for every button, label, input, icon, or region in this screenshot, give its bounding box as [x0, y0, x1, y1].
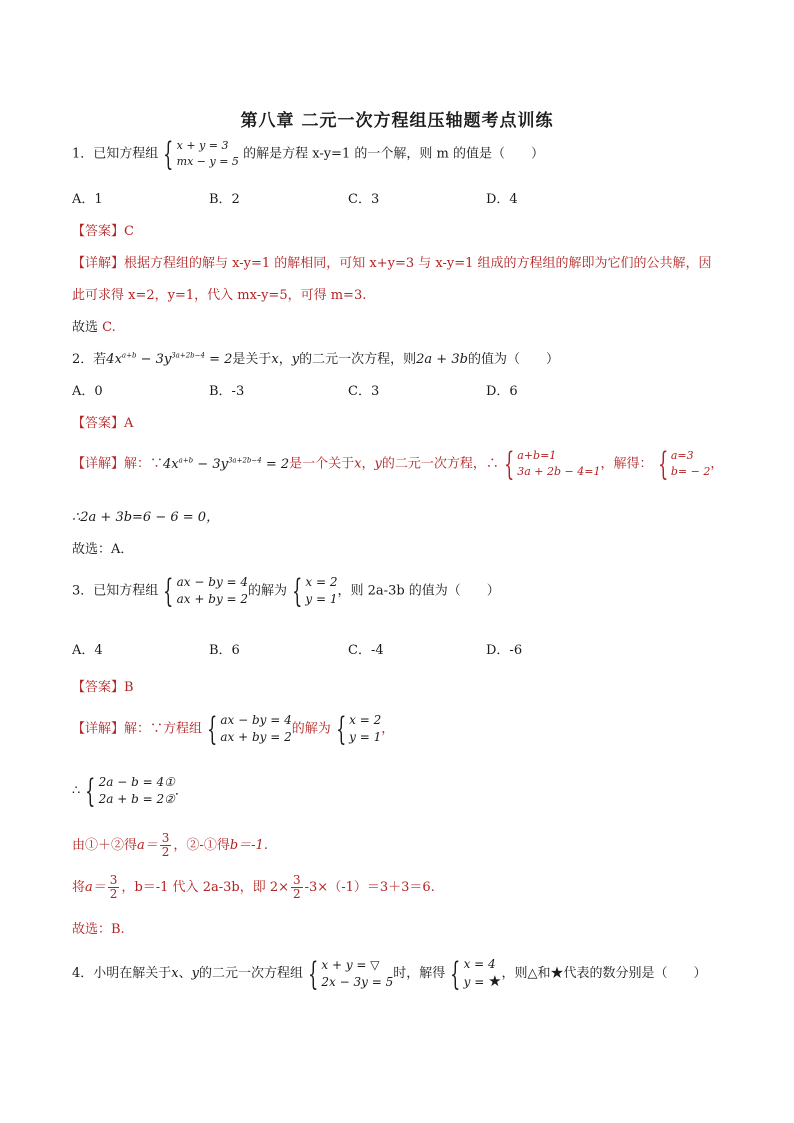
detail-text: 解：∵: [124, 456, 164, 472]
equation: ax − by = 4: [220, 713, 292, 727]
question-text: 是关于: [232, 352, 272, 367]
option-a[interactable]: A．0: [72, 384, 103, 399]
option-a[interactable]: A．4: [72, 643, 103, 658]
detail-text: -3×（-1）＝3＋3＝6.: [304, 880, 435, 895]
equation: 2x − 3y = 5: [321, 974, 394, 989]
brace-icon: {: [292, 572, 303, 610]
fraction: [108, 874, 120, 901]
math-term: a＝: [85, 880, 106, 895]
question-2: [72, 348, 559, 367]
variable: y: [291, 352, 300, 367]
detail-line: [72, 774, 188, 808]
exponent: a+b: [121, 351, 137, 360]
math-term: 4x: [163, 456, 179, 472]
equation: x + y = 3: [176, 139, 229, 152]
numerator: 3: [109, 873, 118, 887]
question-text: ，则 2a-3b 的值为（ ）: [337, 583, 500, 599]
equation-system: [202, 712, 292, 746]
detail-text: ，: [121, 880, 135, 895]
question-number: 4．: [72, 966, 94, 981]
question-text: ，则△和★代表的数分别是（ ）: [501, 966, 707, 981]
question-text: 若: [93, 352, 107, 367]
equation-system: [158, 574, 248, 608]
detail-label: 【详解】: [72, 456, 125, 472]
question-text: 小明在解关于: [93, 966, 172, 981]
denominator: 2: [109, 887, 118, 901]
equation: 2a − b = 4①: [98, 775, 175, 789]
question-text: 的解是方程 x-y=1 的一个解，则 m 的值是（ ）: [243, 146, 544, 162]
brace-icon: {: [308, 954, 319, 993]
equation: x = 2: [349, 713, 382, 727]
equation-system: [499, 445, 601, 483]
question-1: [72, 135, 544, 173]
question-text: 已知方程组: [93, 146, 159, 162]
star-icon: ★: [488, 972, 502, 990]
question-number: 1．: [72, 146, 94, 162]
option-b[interactable]: B．2: [209, 192, 240, 207]
equation: x + y = ▽: [321, 957, 380, 972]
detail-line: [72, 252, 712, 271]
equation: x = 2: [305, 575, 338, 589]
question-text: 的值为（ ）: [467, 352, 559, 367]
equation: x = 4: [463, 957, 496, 971]
variable: x: [354, 456, 362, 472]
brace-icon: {: [207, 710, 218, 748]
equation: ax + by = 2: [220, 730, 292, 744]
exponent: 3a+2b−4: [227, 456, 262, 465]
fraction: [291, 874, 303, 901]
separator: ，: [361, 456, 375, 472]
option-a[interactable]: A．1: [72, 192, 103, 207]
equation: a=3: [670, 449, 694, 462]
math-term: − 3y: [193, 456, 228, 472]
answer: 【答案】C: [72, 224, 134, 239]
detail-text: 的解为: [291, 721, 331, 737]
detail-text: b＝-1 代入 2a-3b，即 2×: [134, 880, 289, 895]
detail-line: 此可求得 x=2，y=1，代入 mx-y=5，可得 m=3.: [72, 288, 367, 303]
question-4: [72, 956, 707, 991]
detail-line: [72, 445, 724, 483]
equation: y =: [463, 975, 489, 989]
denominator: 2: [293, 887, 301, 901]
equation: ax + by = 2: [176, 592, 249, 606]
variable: y: [374, 456, 382, 472]
detail-text: 是一个关于: [289, 456, 355, 472]
separator: ，: [278, 352, 292, 367]
option-b[interactable]: B．6: [209, 643, 240, 658]
solution-system: [445, 956, 501, 991]
separator: 、: [178, 966, 192, 981]
equation: a+b=1: [517, 449, 557, 462]
solution-system: [287, 574, 337, 608]
detail-line: ∴2a + 3b=6 − 6 = 0，: [72, 510, 220, 525]
detail-text: ，: [381, 721, 395, 737]
question-number: 2．: [72, 352, 94, 367]
option-d[interactable]: D．-6: [486, 643, 523, 658]
math-term: = 2: [261, 456, 290, 472]
variable: y: [191, 966, 200, 981]
math-term: b＝-1.: [229, 838, 268, 853]
conclusion: [72, 316, 116, 335]
detail-line: [72, 712, 394, 746]
variable: x: [171, 966, 179, 981]
detail-text: ，解得：: [600, 456, 653, 472]
equation: ax − by = 4: [176, 575, 249, 589]
equation: mx − y = 5: [176, 155, 239, 168]
denominator: 2: [161, 845, 170, 859]
brace-icon: {: [163, 135, 174, 173]
option-d[interactable]: D．4: [486, 192, 518, 207]
math-term: a＝: [137, 838, 158, 853]
therefore-symbol: ∴: [72, 783, 81, 799]
variable: x: [271, 352, 279, 367]
solution-system: [331, 712, 381, 746]
option-c[interactable]: C．-4: [348, 643, 384, 658]
answer: 【答案】B: [72, 680, 134, 695]
detail-text: 根据方程组的解与 x-y=1 的解相同，可知 x+y=3 与 x-y=1 组成的方程组的解即为它们的公共解，因: [124, 256, 712, 271]
question-number: 3．: [72, 583, 94, 599]
option-b[interactable]: B．-3: [209, 384, 245, 399]
question-3: [72, 574, 500, 608]
detail-text: ，: [710, 456, 724, 472]
detail-line: [72, 832, 268, 859]
detail-line: [72, 874, 435, 901]
question-text: 已知方程组: [93, 583, 159, 599]
question-text: 的二元一次方程组: [199, 966, 304, 981]
solution-system: [653, 445, 711, 483]
math-term: = 2: [204, 352, 233, 367]
detail-label: 【详解】: [72, 256, 125, 271]
math-term: 4x: [106, 352, 122, 367]
brace-icon: {: [335, 710, 347, 748]
equation: y = 1: [305, 592, 338, 606]
brace-icon: {: [163, 572, 174, 610]
equation-system: [80, 774, 175, 808]
question-text: 的二元一次方程，则: [299, 352, 417, 367]
math-term: − 3y: [136, 352, 172, 367]
equation: 3a + 2b − 4=1: [517, 465, 601, 478]
exponent: a+b: [178, 456, 194, 465]
question-text: 的解为: [248, 583, 288, 599]
exponent: 3a+2b−4: [171, 351, 205, 360]
answer: 【答案】A: [72, 416, 134, 431]
conclusion-value: C.: [102, 320, 116, 335]
fraction: [160, 832, 172, 859]
numerator: 3: [161, 831, 170, 845]
option-d[interactable]: D．6: [486, 384, 518, 399]
brace-icon: {: [657, 445, 668, 483]
option-c[interactable]: C．3: [348, 384, 380, 399]
equation: b= − 2: [670, 465, 711, 478]
conclusion: 故选：B.: [72, 922, 125, 937]
brace-icon: {: [503, 445, 515, 483]
detail-text: ，②-①得: [173, 838, 230, 853]
detail-label: 【详解】: [72, 721, 125, 737]
conclusion-text: 故选: [72, 320, 103, 335]
detail-text: 解：∵方程组: [124, 721, 203, 737]
math-term: 2a + 3b: [416, 352, 468, 367]
equation-system: [303, 954, 394, 993]
question-text: 时，解得: [393, 966, 446, 981]
numerator: 3: [293, 873, 301, 887]
brace-icon: {: [85, 772, 96, 810]
conclusion: 故选：A．: [72, 542, 134, 557]
brace-icon: {: [450, 954, 461, 993]
detail-text: 的二元一次方程，∴: [381, 456, 499, 472]
option-c[interactable]: C．3: [348, 192, 380, 207]
detail-text: 由①＋②得: [72, 838, 138, 853]
page-title: 第八章 二元一次方程组压轴题考点训练: [240, 111, 554, 131]
detail-text: 将: [72, 880, 86, 895]
equation: 2a + b = 2②: [98, 792, 175, 806]
detail-text: ．: [174, 783, 188, 799]
equation: y = 1: [349, 730, 382, 744]
equation-system: [158, 135, 239, 173]
